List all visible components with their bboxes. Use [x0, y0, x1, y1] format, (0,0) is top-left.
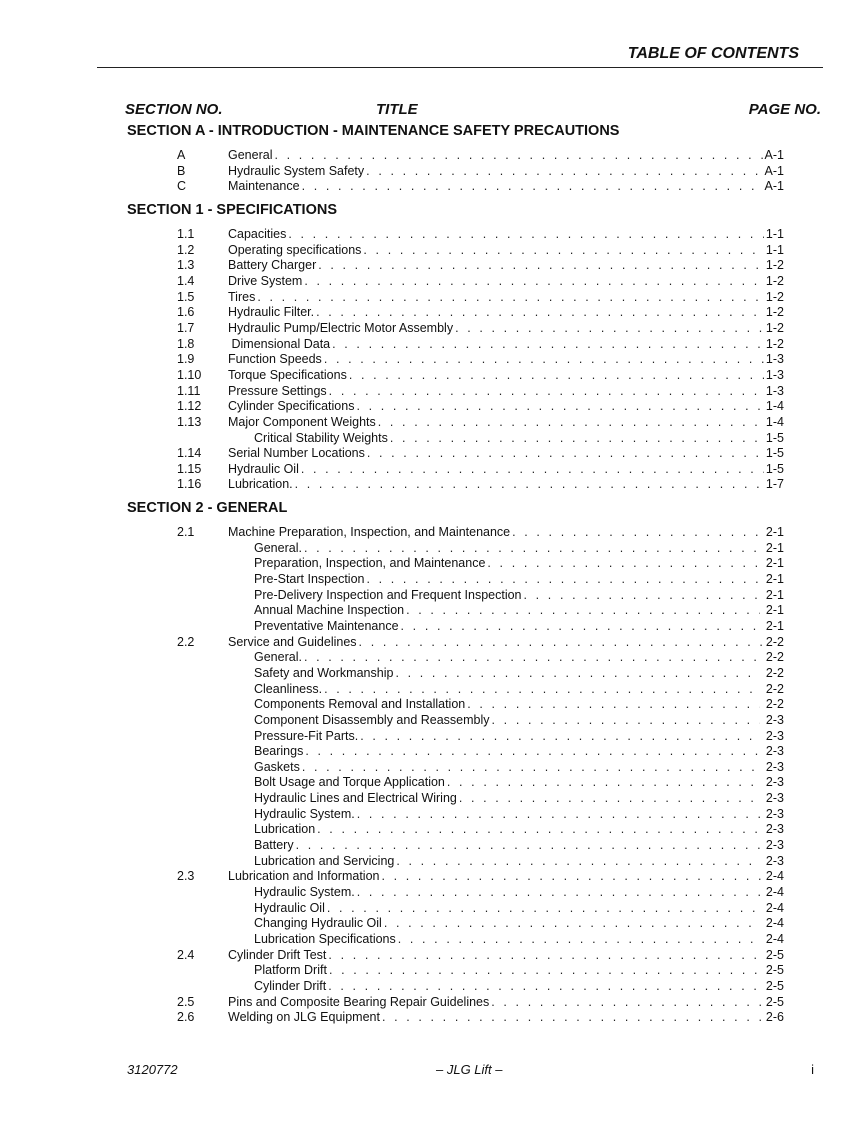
dot-leader [357, 807, 761, 822]
entry-title: Bearings [254, 744, 304, 759]
dot-leader [459, 791, 761, 806]
dot-leader [366, 164, 762, 179]
dot-leader [295, 477, 764, 492]
entry-number: 1.14 [177, 446, 202, 461]
toc-entry[interactable] [177, 415, 784, 430]
dot-leader [302, 179, 763, 194]
toc-subentry[interactable] [177, 807, 784, 822]
entry-title: Hydraulic System Safety [228, 163, 365, 178]
dot-leader [304, 650, 761, 665]
entry-page-number: 2-5 [762, 963, 784, 978]
toc-entry[interactable] [177, 274, 784, 289]
entry-page-number: 2-2 [762, 650, 784, 665]
toc-subentry[interactable] [177, 729, 784, 744]
toc-entry[interactable] [177, 399, 784, 414]
entry-page-number: 2-5 [765, 994, 784, 1009]
entry-title: Welding on JLG Equipment [228, 1010, 380, 1025]
entry-page-number: 2-1 [762, 556, 784, 571]
toc-subentry[interactable] [177, 650, 784, 665]
entry-page-number: 2-1 [762, 587, 784, 602]
toc-subentry[interactable] [177, 838, 784, 853]
entry-title: Bolt Usage and Torque Application [254, 775, 445, 790]
entry-title: Lubrication [254, 822, 316, 837]
entry-title: Cleanliness. [254, 681, 323, 696]
entry-number: 1.11 [177, 383, 201, 398]
entry-title: Serial Number Locations [228, 446, 365, 461]
toc-subentry[interactable] [177, 603, 784, 618]
entry-title: Battery [254, 838, 294, 852]
entry-page-number: 1-1 [765, 242, 784, 257]
entry-page-number: 2-4 [762, 885, 784, 899]
entry-number: 1.12 [177, 399, 202, 414]
entry-title: Preparation, Inspection, and Maintenance [254, 556, 486, 571]
dot-leader [288, 227, 764, 242]
entry-page-number: 2-3 [762, 759, 784, 774]
entry-page-number: 2-2 [762, 681, 784, 696]
entry-number: 1.13 [177, 414, 202, 429]
entry-title: Operating specifications [228, 242, 362, 257]
entry-page-number: 2-3 [762, 744, 784, 759]
dot-leader [512, 525, 764, 540]
entry-number: 2.5 [177, 994, 195, 1009]
dot-leader [327, 901, 761, 916]
toc-entry[interactable] [177, 635, 784, 650]
entry-title: Lubrication. [228, 477, 293, 492]
toc-subentry[interactable] [177, 760, 784, 775]
dot-leader [302, 760, 761, 775]
entry-title: Machine Preparation, Inspection, and Maintenance [228, 525, 511, 539]
entry-page-number: 1-2 [765, 258, 784, 273]
entry-page-number: 1-5 [765, 446, 784, 461]
entry-number: 1.8 [177, 336, 195, 351]
entry-page-number: 2-3 [762, 838, 784, 852]
entry-title: Cylinder Drift [254, 978, 327, 993]
entry-page-number: A-1 [764, 163, 784, 178]
entry-title: Hydraulic Filter. [228, 305, 315, 320]
entry-page-number: 1-3 [765, 367, 784, 382]
dot-leader [447, 775, 761, 790]
toc-subentry[interactable] [177, 791, 784, 806]
running-header-title: TABLE OF CONTENTS [627, 45, 799, 62]
entry-title: Pins and Composite Bearing Repair Guidelines [228, 994, 490, 1009]
entry-number: 2.3 [177, 869, 195, 884]
dot-leader [384, 916, 761, 931]
toc-entry[interactable] [177, 995, 784, 1010]
dot-leader [398, 932, 761, 947]
dot-leader [304, 274, 764, 289]
column-header-page-no: PAGE NO. [748, 101, 821, 118]
entry-title: Pre-Start Inspection [254, 572, 365, 586]
entry-page-number: 2-2 [762, 697, 784, 712]
entry-page-number: 2-4 [765, 869, 784, 884]
entry-page-number: 2-4 [762, 931, 784, 946]
entry-number: 1.5 [177, 289, 195, 304]
toc-entry[interactable] [177, 948, 784, 963]
entry-page-number: 2-3 [762, 853, 784, 868]
entry-title: Hydraulic System. [254, 885, 355, 899]
toc-entry[interactable] [177, 337, 784, 352]
entry-page-number: 1-5 [765, 461, 784, 476]
entry-number: 1.3 [177, 258, 195, 273]
column-header-section-no: SECTION NO. [125, 101, 223, 118]
entry-page-number: 2-6 [765, 1010, 784, 1025]
toc-entry[interactable] [177, 869, 784, 884]
entry-title: Pressure-Fit Parts. [254, 728, 359, 743]
dot-leader [487, 556, 760, 571]
toc-subentry[interactable] [177, 979, 784, 994]
toc-entry[interactable] [177, 179, 784, 194]
entry-page-number: 1-3 [765, 383, 784, 398]
entry-number: 1.7 [177, 320, 195, 335]
entry-title: Hydraulic Lines and Electrical Wiring [254, 791, 457, 805]
toc-entry[interactable] [177, 384, 784, 399]
toc-subentry[interactable] [177, 822, 784, 837]
entry-number: 2.1 [177, 525, 195, 539]
entry-page-number: 1-2 [765, 305, 784, 320]
dot-leader [401, 619, 761, 634]
dot-leader [390, 431, 761, 446]
entry-page-number: 1-4 [765, 414, 784, 429]
entry-title: Capacities [228, 227, 287, 241]
toc-entry[interactable] [177, 477, 784, 492]
entry-title: Component Disassembly and Reassembly [254, 712, 490, 727]
dot-leader [317, 822, 760, 837]
dot-leader [257, 290, 764, 305]
dot-leader [316, 305, 764, 320]
entry-title: Dimensional Data [228, 336, 331, 351]
toc-subentry[interactable] [177, 963, 784, 978]
dot-leader [274, 148, 762, 163]
dot-leader [382, 1010, 764, 1025]
entry-title: Pressure Settings [228, 383, 327, 398]
entry-number: 1.2 [177, 242, 195, 257]
entry-title: Changing Hydraulic Oil [254, 916, 382, 931]
dot-leader [455, 321, 764, 336]
entry-page-number: 2-3 [762, 775, 784, 790]
entry-title: Major Component Weights [228, 414, 376, 429]
dot-leader [395, 666, 760, 681]
entry-page-number: 1-7 [765, 477, 784, 492]
entry-title: Battery Charger [228, 258, 317, 273]
entry-number: C [177, 179, 187, 194]
dot-leader [305, 744, 760, 759]
toc-entry[interactable] [177, 446, 784, 461]
entry-page-number: 2-1 [762, 603, 784, 618]
toc-subentry[interactable] [177, 682, 784, 697]
toc-subentry[interactable] [177, 713, 784, 728]
section-heading: SECTION A - INTRODUCTION - MAINTENANCE SAFETY PRECAUTIONS [127, 123, 620, 139]
footer-center-text: – JLG Lift – [436, 1062, 503, 1077]
entry-title: Annual Machine Inspection [254, 603, 405, 618]
dot-leader [356, 399, 763, 414]
dot-leader [367, 446, 764, 461]
dot-leader [318, 258, 764, 273]
entry-page-number: 2-1 [762, 618, 784, 633]
dot-leader [332, 337, 764, 352]
footer-page-number: i [811, 1062, 814, 1077]
dot-leader [378, 415, 764, 430]
entry-title: Lubrication Specifications [254, 931, 396, 946]
dot-leader [328, 979, 760, 994]
toc-entry[interactable] [177, 352, 784, 367]
entry-number: 1.6 [177, 305, 195, 320]
entry-title: Torque Specifications [228, 367, 347, 382]
entry-page-number: 2-3 [762, 806, 784, 821]
toc-subentry[interactable] [177, 588, 784, 603]
entry-title: Cylinder Drift Test [228, 947, 327, 962]
entry-title: Function Speeds [228, 352, 322, 367]
dot-leader [359, 635, 764, 650]
entry-number: B [177, 163, 186, 178]
dot-leader [296, 838, 761, 853]
entry-page-number: 2-5 [765, 947, 784, 962]
toc-entry[interactable] [177, 525, 784, 540]
entry-page-number: 2-3 [762, 712, 784, 727]
dot-leader [396, 854, 760, 869]
toc-entry[interactable] [177, 258, 784, 273]
toc-entry[interactable] [177, 148, 784, 163]
entry-page-number: A-1 [764, 179, 784, 194]
entry-title: Lubrication and Servicing [254, 853, 395, 868]
entry-number: 2.2 [177, 634, 195, 649]
entry-title: Gaskets [254, 759, 300, 774]
toc-entry[interactable] [177, 462, 784, 477]
entry-page-number: 2-3 [762, 728, 784, 743]
entry-page-number: 1-1 [765, 227, 784, 241]
column-header-title: TITLE [376, 101, 418, 118]
entry-title: General [228, 148, 273, 162]
dot-leader [467, 697, 760, 712]
toc-entry[interactable] [177, 164, 784, 179]
toc-subentry[interactable] [177, 854, 784, 869]
entry-title: Hydraulic System. [254, 806, 355, 821]
toc-subentry[interactable] [177, 775, 784, 790]
entry-page-number: 2-3 [762, 791, 784, 805]
entry-number: 1.15 [177, 461, 202, 476]
entry-page-number: 2-1 [762, 572, 784, 586]
dot-leader [491, 995, 764, 1010]
toc-subentry[interactable] [177, 697, 784, 712]
entry-title: Platform Drift [254, 963, 327, 978]
entry-number: 1.9 [177, 352, 195, 367]
toc-subentry[interactable] [177, 431, 784, 446]
entry-page-number: 1-2 [765, 273, 784, 288]
entry-number: 1.4 [177, 273, 195, 288]
header-rule [97, 67, 823, 68]
entry-page-number: A-1 [764, 148, 784, 162]
dot-leader [324, 682, 760, 697]
dot-leader [329, 384, 764, 399]
dot-leader [301, 462, 764, 477]
entry-page-number: 1-2 [765, 289, 784, 304]
toc-subentry[interactable] [177, 916, 784, 931]
dot-leader [366, 572, 760, 587]
entry-number: 1.1 [177, 227, 195, 241]
entry-page-number: 2-1 [765, 525, 784, 539]
entry-page-number: 1-3 [765, 352, 784, 367]
entry-number: 1.10 [177, 367, 202, 382]
entry-title: Preventative Maintenance [254, 618, 399, 633]
entry-page-number: 1-2 [765, 320, 784, 335]
dot-leader [304, 541, 761, 556]
dot-leader [406, 603, 760, 618]
toc-subentry[interactable] [177, 932, 784, 947]
dot-leader [492, 713, 761, 728]
dot-leader [381, 869, 763, 884]
entry-number: 2.6 [177, 1010, 195, 1025]
entry-title: Hydraulic Pump/Electric Motor Assembly [228, 320, 454, 335]
entry-page-number: 2-4 [762, 916, 784, 931]
toc-entry[interactable] [177, 243, 784, 258]
dot-leader [349, 368, 764, 383]
dot-leader [324, 352, 764, 367]
entry-title: Service and Guidelines [228, 634, 357, 649]
entry-page-number: 2-1 [762, 540, 784, 555]
toc-subentry[interactable] [177, 619, 784, 634]
entry-title: Tires [228, 289, 256, 304]
entry-page-number: 2-2 [762, 665, 784, 680]
entry-title: Lubrication and Information [228, 869, 380, 884]
toc-entry[interactable] [177, 368, 784, 383]
entry-title: Maintenance [228, 179, 300, 194]
toc-subentry[interactable] [177, 885, 784, 900]
entry-title: Safety and Workmanship [254, 665, 394, 680]
dot-leader [363, 243, 764, 258]
entry-number: A [177, 148, 186, 162]
entry-title: Components Removal and Installation [254, 697, 466, 712]
section-heading: SECTION 1 - SPECIFICATIONS [127, 202, 338, 218]
entry-title: Pre-Delivery Inspection and Frequent Inspection [254, 587, 522, 602]
toc-entry[interactable] [177, 321, 784, 336]
toc-entry[interactable] [177, 305, 784, 320]
toc-entry[interactable] [177, 290, 784, 305]
footer-doc-number: 3120772 [127, 1062, 178, 1077]
entry-title: Hydraulic Oil [254, 900, 325, 915]
toc-subentry[interactable] [177, 572, 784, 587]
toc-entry[interactable] [177, 227, 784, 242]
dot-leader [360, 729, 760, 744]
entry-number: 1.16 [177, 477, 202, 492]
entry-page-number: 2-2 [765, 634, 784, 649]
entry-title: General. [254, 540, 302, 555]
toc-subentry[interactable] [177, 666, 784, 681]
entry-page-number: 2-3 [762, 822, 784, 837]
section-heading: SECTION 2 - GENERAL [127, 500, 288, 516]
toc-subentry[interactable] [177, 541, 784, 556]
dot-leader [357, 885, 761, 900]
entry-page-number: 1-2 [765, 336, 784, 351]
entry-title: Critical Stability Weights [254, 430, 388, 445]
dot-leader [329, 963, 761, 978]
entry-title: Cylinder Specifications [228, 399, 355, 414]
entry-title: Drive System [228, 273, 303, 288]
entry-page-number: 1-4 [765, 399, 784, 414]
toc-entry[interactable] [177, 1010, 784, 1025]
entry-title: General. [254, 650, 302, 665]
entry-title: Hydraulic Oil [228, 461, 299, 476]
toc-subentry[interactable] [177, 901, 784, 916]
dot-leader [524, 588, 761, 603]
entry-page-number: 1-5 [762, 430, 784, 445]
dot-leader [328, 948, 764, 963]
toc-subentry[interactable] [177, 744, 784, 759]
entry-page-number: 2-4 [762, 900, 784, 915]
entry-number: 2.4 [177, 947, 195, 962]
toc-subentry[interactable] [177, 556, 784, 571]
entry-page-number: 2-5 [762, 978, 784, 993]
